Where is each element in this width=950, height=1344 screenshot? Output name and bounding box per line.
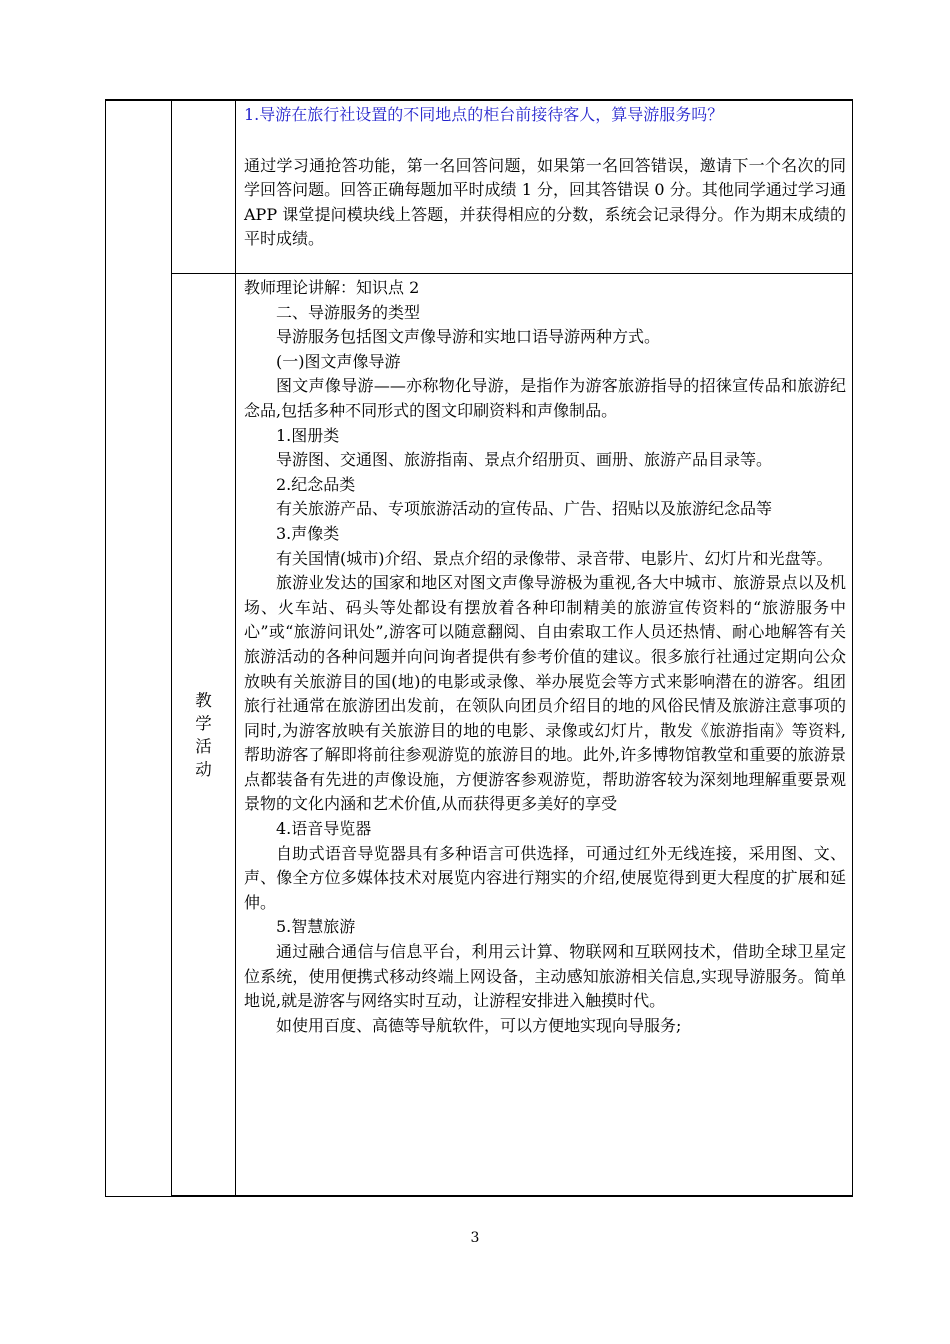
side-label: 教学活动 [195, 690, 212, 779]
instructions-text: 通过学习通抢答功能，第一名回答问题，如果第一名回答错误，邀请下一个名次的同学回答问题。回答正确每题加平时成绩 1 分，回其答错误 0 分。其他同学通过学习通 APP 课堂提问模块线上答题，并获得相应的分数，系统会记录得分。作为期末成绩的平时成绩。 [244, 155, 846, 249]
paragraph: 5.智慧旅游 [276, 917, 356, 937]
page-number: 3 [470, 1230, 480, 1246]
side-cell-empty [172, 100, 236, 274]
content-cell [236, 274, 853, 1197]
paragraph: 教师理论讲解：知识点 2 [244, 278, 420, 297]
paragraph: 如使用百度、高德等导航软件，可以方便地实现向导服务; [276, 1015, 682, 1035]
paragraph: 图文声像导游——亦称物化导游，是指作为游客旅游指导的招徕宣传品和旅游纪念品,包括多种不同形式的图文印刷资料和声像制品。 [244, 376, 846, 420]
paragraph: 旅游业发达的国家和地区对图文声像导游极为重视,各大中城市、旅游景点以及机场、火车站、码头等处都设有摆放着各种印制精美的旅游宣传资料的“旅游服务中心”或“旅游问讯处”,游客可以随意翻阅、自由索取工作人员还热情、耐心地解答有关旅游活动的各种问题并向问询者提供有参考价值的建议。很多旅行社通过定期向公众放映有关旅游目的国(地)的电影或录像、举办展览会等方式来影响潜在的游客。组团旅行社通常在旅游团出发前，在领队向团员介绍目的地的风俗民情及旅游注意事项的同时,为游客放映有关旅游目的地的电影、录像或幻灯片，散发《旅游指南》等资料,帮助游客了解即将前往参观游览的旅游目的地。此外,许多博物馆教堂和重要的旅游景点都装备有先进的声像设施，方便游客参观游览，帮助游客较为深刻地理解重要景观景物的文化内涵和艺术价值,从而获得更多美好的享受 [244, 573, 846, 814]
paragraph: 4.语音导览器 [276, 819, 372, 839]
table-row [106, 274, 853, 1197]
paragraph: (一)图文声像导游 [276, 351, 401, 371]
paragraph: 自助式语音导览器具有多种语言可供选择，可通过红外无线连接，采用图、文、声、像全方位多媒体技术对展览内容进行翔实的介绍,使展览得到更大程度的扩展和延伸。 [244, 843, 846, 912]
paragraph: 通过融合通信与信息平台，利用云计算、物联网和互联网技术，借助全球卫星定位系统，使用便携式移动终端上网设备，主动感知旅游相关信息,实现导游服务。简单地说,就是游客与网络实时互动，让游程安排进入触摸时代。 [244, 942, 846, 1011]
side-cell-teaching [172, 274, 236, 1197]
paragraph: 导游服务包括图文声像导游和实地口语导游两种方式。 [276, 327, 661, 347]
outer-side-cell [106, 100, 172, 1196]
table-row [106, 100, 853, 274]
lesson-plan-table [105, 99, 853, 1197]
paragraph: 2.纪念品类 [276, 474, 356, 494]
paragraph: 有关国情(城市)介绍、景点介绍的录像带、录音带、电影片、幻灯片和光盘等。 [276, 548, 833, 568]
paragraph: 有关旅游产品、专项旅游活动的宣传品、广告、招贴以及旅游纪念品等 [276, 499, 773, 519]
content-body [236, 274, 852, 1038]
paragraph: 3.声像类 [276, 523, 340, 543]
paragraph: 导游图、交通图、旅游指南、景点介绍册页、画册、旅游产品目录等。 [276, 450, 773, 470]
paragraph: 二、导游服务的类型 [276, 302, 421, 322]
question-text: 1.导游在旅行社设置的不同地点的柜台前接待客人，算导游服务吗？ [244, 105, 724, 124]
question-cell [236, 100, 853, 274]
paragraph: 1.图册类 [276, 425, 340, 445]
